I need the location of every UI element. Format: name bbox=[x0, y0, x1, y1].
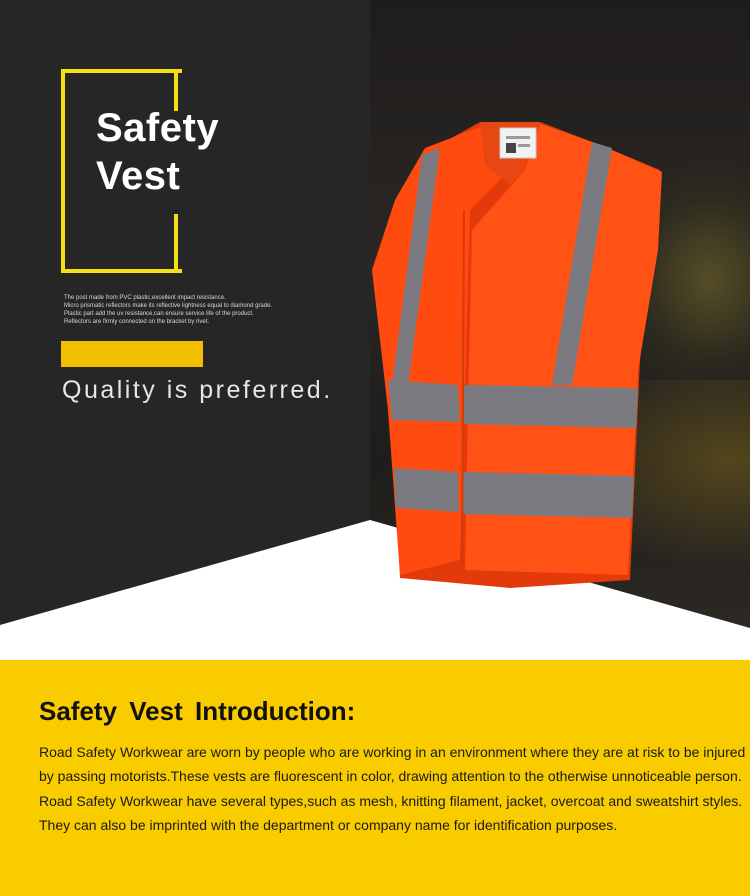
reflective-strip-lower-right bbox=[462, 472, 634, 518]
hero-title-line-1: Safety bbox=[96, 106, 220, 150]
accent-bar bbox=[61, 341, 203, 367]
feature-line: The post made from PVC plastic,excellent impact resistance. bbox=[64, 295, 226, 301]
reflective-strip-upper bbox=[388, 380, 460, 422]
intro-line: by passing motorists.These vests are fluorescent in color, drawing attention to the otherwise unnoticeable person. bbox=[39, 768, 742, 785]
tagline: Quality is preferred. bbox=[62, 376, 333, 404]
reflective-strip-upper-right bbox=[462, 385, 638, 428]
intro-paragraph bbox=[39, 740, 746, 837]
hero-title-line-2: Vest bbox=[96, 154, 181, 198]
feature-line: Reflectors are firmly connected on the bracket by rivet. bbox=[64, 319, 210, 325]
intro-heading: Safety Vest Introduction: bbox=[39, 696, 356, 726]
intro-line: Road Safety Workwear are worn by people who are working in an environment where they are at risk to be injured bbox=[39, 744, 746, 760]
hero-title bbox=[96, 104, 219, 200]
intro-line: Road Safety Workwear have several types,such as mesh, knitting filament, jacket, overcoat and sweatshirt styles. bbox=[39, 792, 743, 809]
feature-line: Micro prismatic reflectors make its reflective lightness equal to diamond grade. bbox=[64, 303, 273, 309]
product-feature-list bbox=[64, 294, 324, 326]
intro-line: They can also be imprinted with the department or company name for identification purposes. bbox=[39, 816, 618, 833]
title-frame-right-bottom bbox=[174, 214, 178, 269]
feature-line: Plastic part add the uv resistance,can ensure service life of the product. bbox=[64, 311, 254, 317]
safety-vest-image bbox=[360, 110, 680, 610]
vest-label bbox=[500, 128, 536, 158]
introduction-section bbox=[0, 660, 750, 896]
reflective-strip-lower bbox=[394, 468, 459, 512]
